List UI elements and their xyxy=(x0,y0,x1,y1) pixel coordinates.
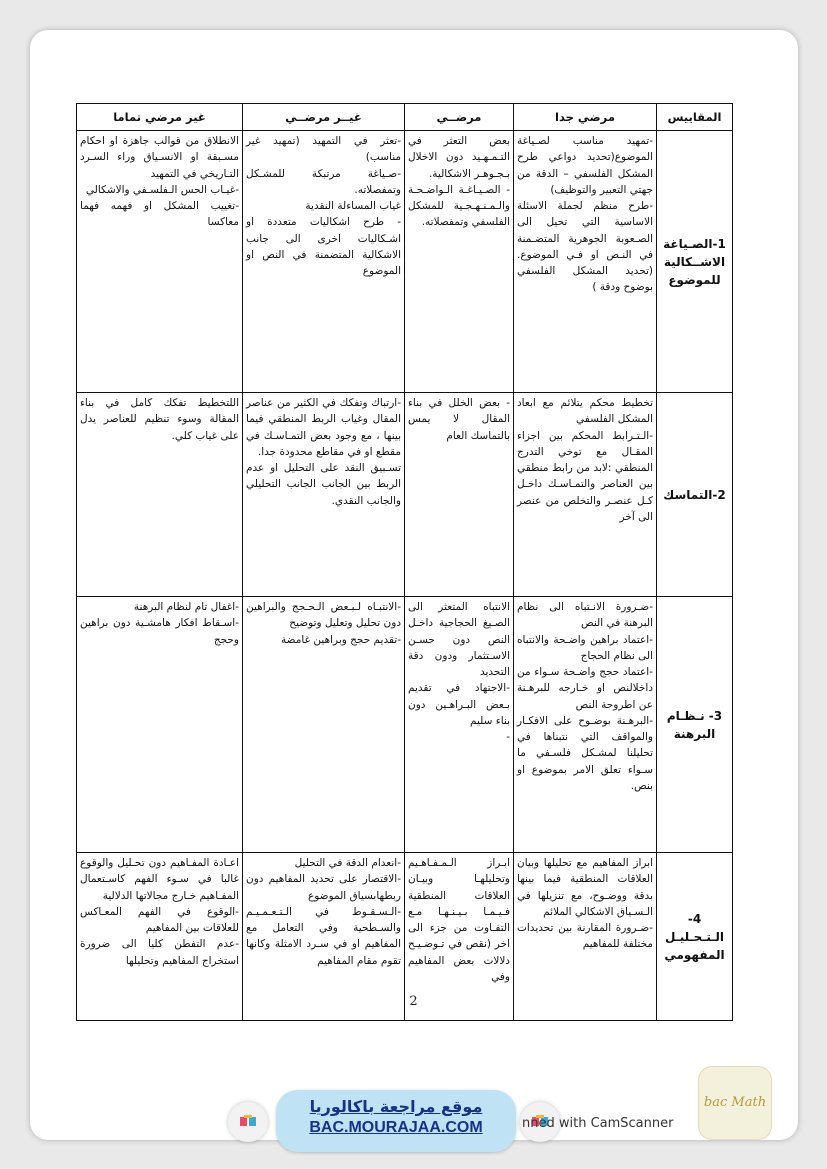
satisfactory-cell: ابـراز الـمـفـاهـيم وتحليلهـا وبيـان العلاقات المنطقية فـيـمـا بـيـنـهـا مـع التفـاوت من جزء الى اخر (نقص في تـوضـيـح دلالات بعض المفاهيم وفي xyxy=(405,853,514,1021)
very-satisfactory-cell: -تمهيد مناسب لصـياغة الموضوع(تحديد دواعي طرح المشكل الفلسفي – الدقة من جهتي التعبير والتوظيف) -طرح منظم لجملة الاسئلة الاساسية التي تحيل الى الصـعوبة الجوهرية المتضـمنة في النـص او فـي الموضوع.(تحديد المشكل الفلسفي بوضوح ودقة ) xyxy=(514,131,657,393)
criterion-cell: 3- نـظـام البرهنة xyxy=(657,597,733,853)
unsatisfactory-cell: -الانتبـاه لـبـعض الـحـجج والبراهين دون تحليل وتعليل وتوضيح -تقديم حجج وبراهين غامضة xyxy=(243,597,405,853)
scanner-watermark: nned with CamScanner xyxy=(522,1116,674,1131)
unsatisfactory-cell: -انعدام الدقة في التحليل -الاقتصار على تحديد المفاهيم دون ربطهابسياق الموضوع -الـسـقـوط في الـتـعـمـيـم والسـطحية وفي التعامل مع المفاهيم او في سـرد الامثلة وكانها تقوم مقام المفاهيم xyxy=(243,853,405,1021)
header-unsatisfactory: غيــر مرضــي xyxy=(243,104,405,131)
unsatisfactory-cell: -تعثر في التمهيد (تمهيد غير مناسب) -صـياغة مرتبكة للمشـكل وتمفصلاته. غياب المساءلة النقدية - طرح اشكاليات متعددة او اشـكاليات اخرى الى جانب الاشكالية المتضمنة في النص او الموضوع xyxy=(243,131,405,393)
bac-math-logo: bac Math xyxy=(698,1066,772,1140)
site-banner[interactable] xyxy=(276,1090,516,1152)
header-criteria: المقاييس xyxy=(657,104,733,131)
very-unsatisfactory-cell: -اغفال تام لنظام البرهنة -اسـقاط افكار هامشـية دون براهين وحجج xyxy=(77,597,243,853)
criterion-cell: 4-الـتـحـليـل المفهومي xyxy=(657,853,733,1021)
satisfactory-cell: بعض التعثر في التـمـهـيد دون الاخلال بـجـوهـر الاشكالية. - الصـيـاغـة الـواضـحـة والـمـنـهـجـية للمشكل الفلسفي وتمفصلاته. xyxy=(405,131,514,393)
table-row xyxy=(77,393,733,597)
unsatisfactory-cell: -ارتباك وتفكك في الكثير من عناصر المقال وغياب الربط المنطقي فيما بينها ، مع وجود بعض التمـاسـك في مقطع او في مقاطع محدودة جدا. تسـبيق النقد على التحليل او عدم الربط بين الجانب الجانب التحليلي والجانب النقدي. xyxy=(243,393,405,597)
banner-url-link[interactable]: BAC.MOURAJAA.COM xyxy=(309,1119,483,1136)
site-logo-icon xyxy=(228,1102,268,1142)
very-unsatisfactory-cell: الانطلاق من قوالب جاهزة او احكام مسـبقة او الانسـياق وراء السـرد التـاريخي في التمهيد -غيـاب الحس الـفلسـفي والاشكالي -تغييب المشكل او فهمه فهما معاكسا xyxy=(77,131,243,393)
evaluation-rubric-table xyxy=(76,103,733,1021)
very-unsatisfactory-cell: اللتخطيط تفكك كامل في بناء المقالة وسوء تنظيم للعناصر يدل على غياب كلي. xyxy=(77,393,243,597)
page-number: 2 xyxy=(409,994,418,1009)
header-satisfactory: مرضــي xyxy=(405,104,514,131)
table-header-row xyxy=(77,104,733,131)
table-row xyxy=(77,597,733,853)
satisfactory-cell: الانتباه المتعثر الى الصـيغ الحجاجية داخـل النص دون حسـن الاسـتثمار ودون دقة التحديد -الاجتهاد في تقديم بـعض البـراهـين دون بناء سليم - xyxy=(405,597,514,853)
criterion-cell: 2-التماسك xyxy=(657,393,733,597)
table-row xyxy=(77,131,733,393)
header-very-unsatisfactory: غير مرضي تماما xyxy=(77,104,243,131)
satisfactory-cell: - بعض الخلل في بناء المقال لا يمس بالتماسك العام xyxy=(405,393,514,597)
header-very-satisfactory: مرضي جدا xyxy=(514,104,657,131)
very-unsatisfactory-cell: اعـادة المفـاهيم دون تحـليل والوقوع غالبا في سـوء الفهم كاسـتعمال المفـاهيم خـارج مجالاتها الدلالية -الوقوع في الفهم المعـاكس للعلاقات بين المفاهيم -عدم التفطن كليا الى ضرورة استخراج المفاهيم وتحليلها xyxy=(77,853,243,1021)
criterion-cell: 1-الصـياغة الاشــكالية للموضوع xyxy=(657,131,733,393)
very-satisfactory-cell: ابراز المفاهيم مع تحليلها وبيان العلاقات المنطقية فيما بينها بدقة ووضـوح، مع تنزيلها في الـسـياق الاشكالي الملائم -ضـرورة المقارنة بين تحديدات مختلفة للمفاهيم xyxy=(514,853,657,1021)
banner-title[interactable]: موقع مراجعة باكالوريا xyxy=(309,1097,483,1116)
book-icon xyxy=(239,1114,257,1128)
very-satisfactory-cell: -ضـرورة الانـتباه الى نظام البرهنة في النص -اعتماد براهين واضـحة والانتباه الى نظام الحجاج -اعتماد حجج واضـحة سـواء من داخلالنص او خـارجه للبرهـنة عن اطروحة النص -البرهـنة بوضـوح على الافكـار والمواقف التي نتبناها في تحليلنا لمشـكل فلسـفي ما سـواء تعلق الامر بموضوع او بنص. xyxy=(514,597,657,853)
very-satisfactory-cell: تخطيط محكم يتلائم مع ابعاد المشكل الفلسفي -الـتـرابط المحكم بين اجزاء المقـال مع توخي التدرج المنطقي :لابد من رابط منطقي بين العناصر والتمـاسـك داخـل كـل عنصـر والتخلص من عنصر الى آخر xyxy=(514,393,657,597)
